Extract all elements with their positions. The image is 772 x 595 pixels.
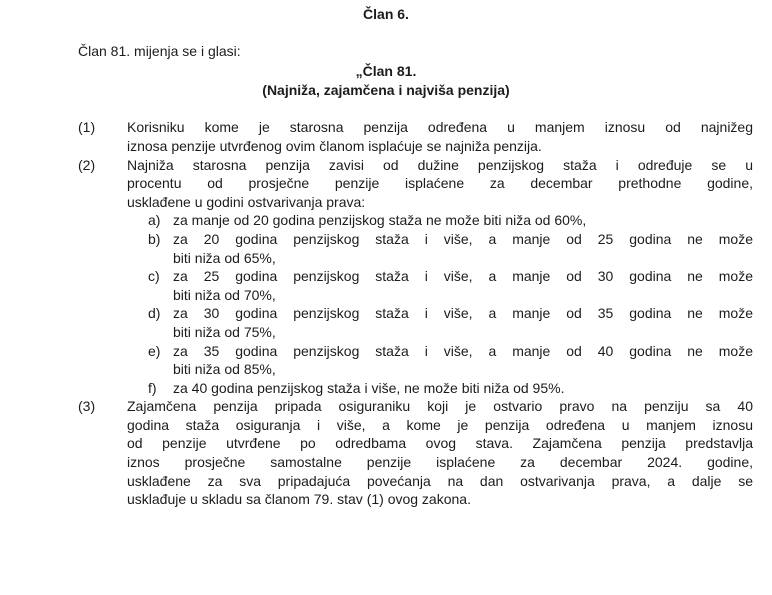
article-body [78, 118, 753, 508]
article-6-heading: Član 6. [363, 6, 409, 22]
paragraph-2-text [127, 156, 753, 398]
text-line: Najniža starosna penzija zavisi od dužine penzijskog staža i određuje se u [127, 156, 753, 173]
text-line: za 25 godina penzijskog staža i više, a manje od 30 godina ne može [173, 268, 753, 285]
text-line: iznos prosječne samostalne penzije isplaćene za decembar 2024. godine, [127, 454, 753, 471]
subitem-e-letter: e) [148, 342, 161, 359]
paragraph-2 [78, 156, 753, 398]
text-line: usklađene za sva pripadajuća povećanja na dan ostvarivanja prava, a dalje se [127, 472, 753, 489]
subitem-d-text [173, 304, 753, 341]
subitem-e-text [173, 342, 753, 379]
text-line: Zajamčena penzija pripada osiguraniku koji je ostvario pravo na penziju sa 40 [127, 398, 753, 415]
text-line: biti niža od 70%, [173, 286, 276, 303]
subitem-d-letter: d) [148, 305, 161, 322]
subitem-f [148, 379, 753, 398]
subitem-c-text [173, 267, 753, 304]
subitem-a [148, 211, 753, 230]
subitem-e [148, 342, 753, 379]
text-line: procentu od prosječne penzije isplaćene za decembar prethodne godine, [127, 175, 753, 192]
text-line: godina staža osiguranja i više, a kome je penzija određena u manjem iznosu [127, 416, 753, 433]
paragraph-1 [78, 118, 753, 155]
text-line: Korisniku kome je starosna penzija određena u manjem iznosu od najnižeg [127, 119, 753, 136]
subitem-f-text [173, 379, 753, 398]
text-line: biti niža od 85%, [173, 361, 276, 378]
text-line: biti niža od 75%, [173, 323, 276, 340]
paragraph-2-subitems [148, 211, 753, 397]
text-line: za 40 godina penzijskog staža i više, ne može biti niža od 95%. [173, 379, 565, 396]
text-line: za manje od 20 godina penzijskog staža ne može biti niža od 60%, [173, 212, 587, 229]
subitem-a-text [173, 211, 753, 230]
text-line: za 30 godina penzijskog staža i više, a manje od 35 godina ne može [173, 305, 753, 322]
subitem-b-letter: b) [148, 230, 161, 247]
subitem-d [148, 304, 753, 341]
paragraph-3-number: (3) [78, 398, 96, 415]
article-81-heading: „Član 81. [355, 63, 417, 80]
paragraph-1-text [127, 118, 753, 155]
text-line: za 35 godina penzijskog staža i više, a manje od 40 godina ne može [173, 342, 753, 359]
subitem-b-text [173, 230, 753, 267]
subitem-c [148, 267, 753, 304]
text-line: biti niža od 65%, [173, 249, 276, 266]
article-81-subheading: (Najniža, zajamčena i najviša penzija) [262, 81, 510, 98]
subitem-a-letter: a) [148, 212, 161, 229]
amendment-intro-text: Član 81. mijenja se i glasi: [78, 42, 241, 59]
text-line: iznosa penzije utvrđenog ovim članom isplaćuje se najniža penzija. [127, 137, 542, 154]
paragraph-3-text [127, 397, 753, 509]
text-line: za 20 godina penzijskog staža i više, a manje od 25 godina ne može [173, 230, 753, 247]
text-line: usklađuje u skladu sa članom 79. stav (1) ovog zakona. [127, 491, 471, 508]
text-line: usklađene u godini ostvarivanja prava: [127, 193, 366, 210]
subitem-c-letter: c) [148, 268, 160, 285]
subitem-b [148, 230, 753, 267]
text-line: od penzije utvrđene po odredbama ovog stava. Zajamčena penzija predstavlja [127, 435, 753, 452]
subitem-f-letter: f) [148, 379, 157, 396]
paragraph-2-number: (2) [78, 156, 96, 173]
paragraph-3 [78, 397, 753, 509]
paragraph-1-number: (1) [78, 119, 96, 136]
